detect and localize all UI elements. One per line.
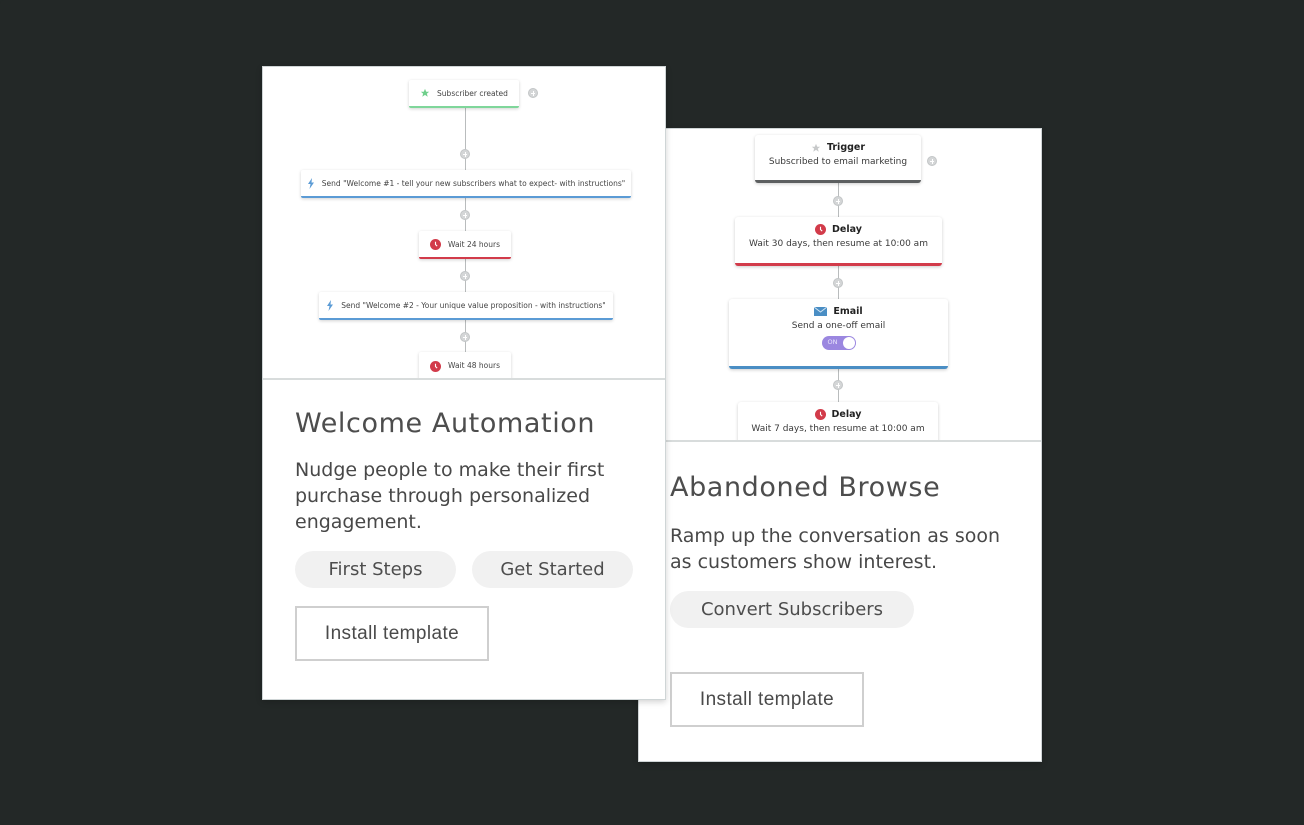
tag-list — [670, 591, 1009, 628]
clock-icon — [430, 239, 441, 250]
add-step-plus-icon[interactable] — [460, 271, 470, 281]
node-subtitle: Wait 7 days, then resume at 10:00 am — [751, 424, 925, 434]
workflow-node-wait[interactable] — [419, 352, 511, 380]
node-subtitle: Subscribed to email marketing — [768, 157, 908, 167]
workflow-node-send-email[interactable] — [319, 292, 613, 320]
template-description: Nudge people to make their first purchase through personalized engagement. — [295, 459, 605, 533]
node-title: Delay — [832, 224, 862, 235]
star-icon — [811, 143, 821, 153]
workflow-node-trigger[interactable] — [755, 135, 921, 183]
node-label: Wait 48 hours — [448, 361, 500, 370]
tag-convert-subscribers[interactable]: Convert Subscribers — [670, 591, 914, 628]
lightning-icon — [326, 300, 334, 311]
star-icon — [420, 88, 430, 98]
node-label: Wait 24 hours — [448, 239, 500, 249]
email-enabled-toggle[interactable] — [822, 336, 856, 350]
toggle-knob — [843, 337, 855, 349]
workflow-node-email[interactable] — [729, 299, 948, 369]
workflow-diagram — [639, 129, 1041, 442]
lightning-icon — [307, 178, 315, 189]
node-title: Trigger — [826, 142, 866, 153]
workflow-node-delay[interactable] — [738, 402, 938, 442]
clock-icon — [815, 409, 826, 420]
add-branch-plus-icon[interactable] — [927, 156, 937, 166]
install-template-button[interactable]: Install template — [670, 672, 864, 727]
node-title: Delay — [831, 409, 862, 420]
add-step-plus-icon[interactable] — [460, 210, 470, 220]
node-label: Send "Welcome #1 - tell your new subscribers what to expect- with instructions" — [321, 178, 626, 188]
workflow-diagram — [263, 67, 665, 380]
node-label: Subscriber created — [437, 88, 508, 98]
add-branch-plus-icon[interactable] — [528, 88, 538, 98]
add-step-plus-icon[interactable] — [833, 196, 843, 206]
node-label: Send "Welcome #2 - Your unique value proposition - with instructions" — [341, 300, 606, 310]
envelope-icon — [814, 307, 827, 316]
tag-list — [295, 551, 633, 588]
template-title: Abandoned Browse — [670, 472, 941, 503]
template-title: Welcome Automation — [295, 408, 596, 439]
workflow-node-trigger[interactable] — [409, 80, 519, 108]
clock-icon — [815, 224, 826, 235]
node-title: Email — [833, 306, 863, 317]
install-template-button[interactable]: Install template — [295, 606, 489, 661]
template-description: Ramp up the conversation as soon as customers show interest. — [670, 525, 1001, 573]
toggle-label: ON — [827, 338, 838, 346]
node-subtitle: Wait 30 days, then resume at 10:00 am — [749, 239, 928, 249]
template-card-welcome-automation — [262, 66, 666, 700]
node-subtitle: Send a one-off email — [791, 321, 886, 331]
clock-icon — [430, 361, 441, 372]
workflow-node-send-email[interactable] — [301, 170, 631, 198]
tag-get-started[interactable]: Get Started — [472, 551, 633, 588]
add-step-plus-icon[interactable] — [460, 149, 470, 159]
add-step-plus-icon[interactable] — [833, 278, 843, 288]
template-card-abandoned-browse — [638, 128, 1042, 762]
tag-first-steps[interactable]: First Steps — [295, 551, 456, 588]
add-step-plus-icon[interactable] — [833, 380, 843, 390]
workflow-node-delay[interactable] — [735, 217, 942, 266]
add-step-plus-icon[interactable] — [460, 332, 470, 342]
workflow-node-wait[interactable] — [419, 231, 511, 259]
